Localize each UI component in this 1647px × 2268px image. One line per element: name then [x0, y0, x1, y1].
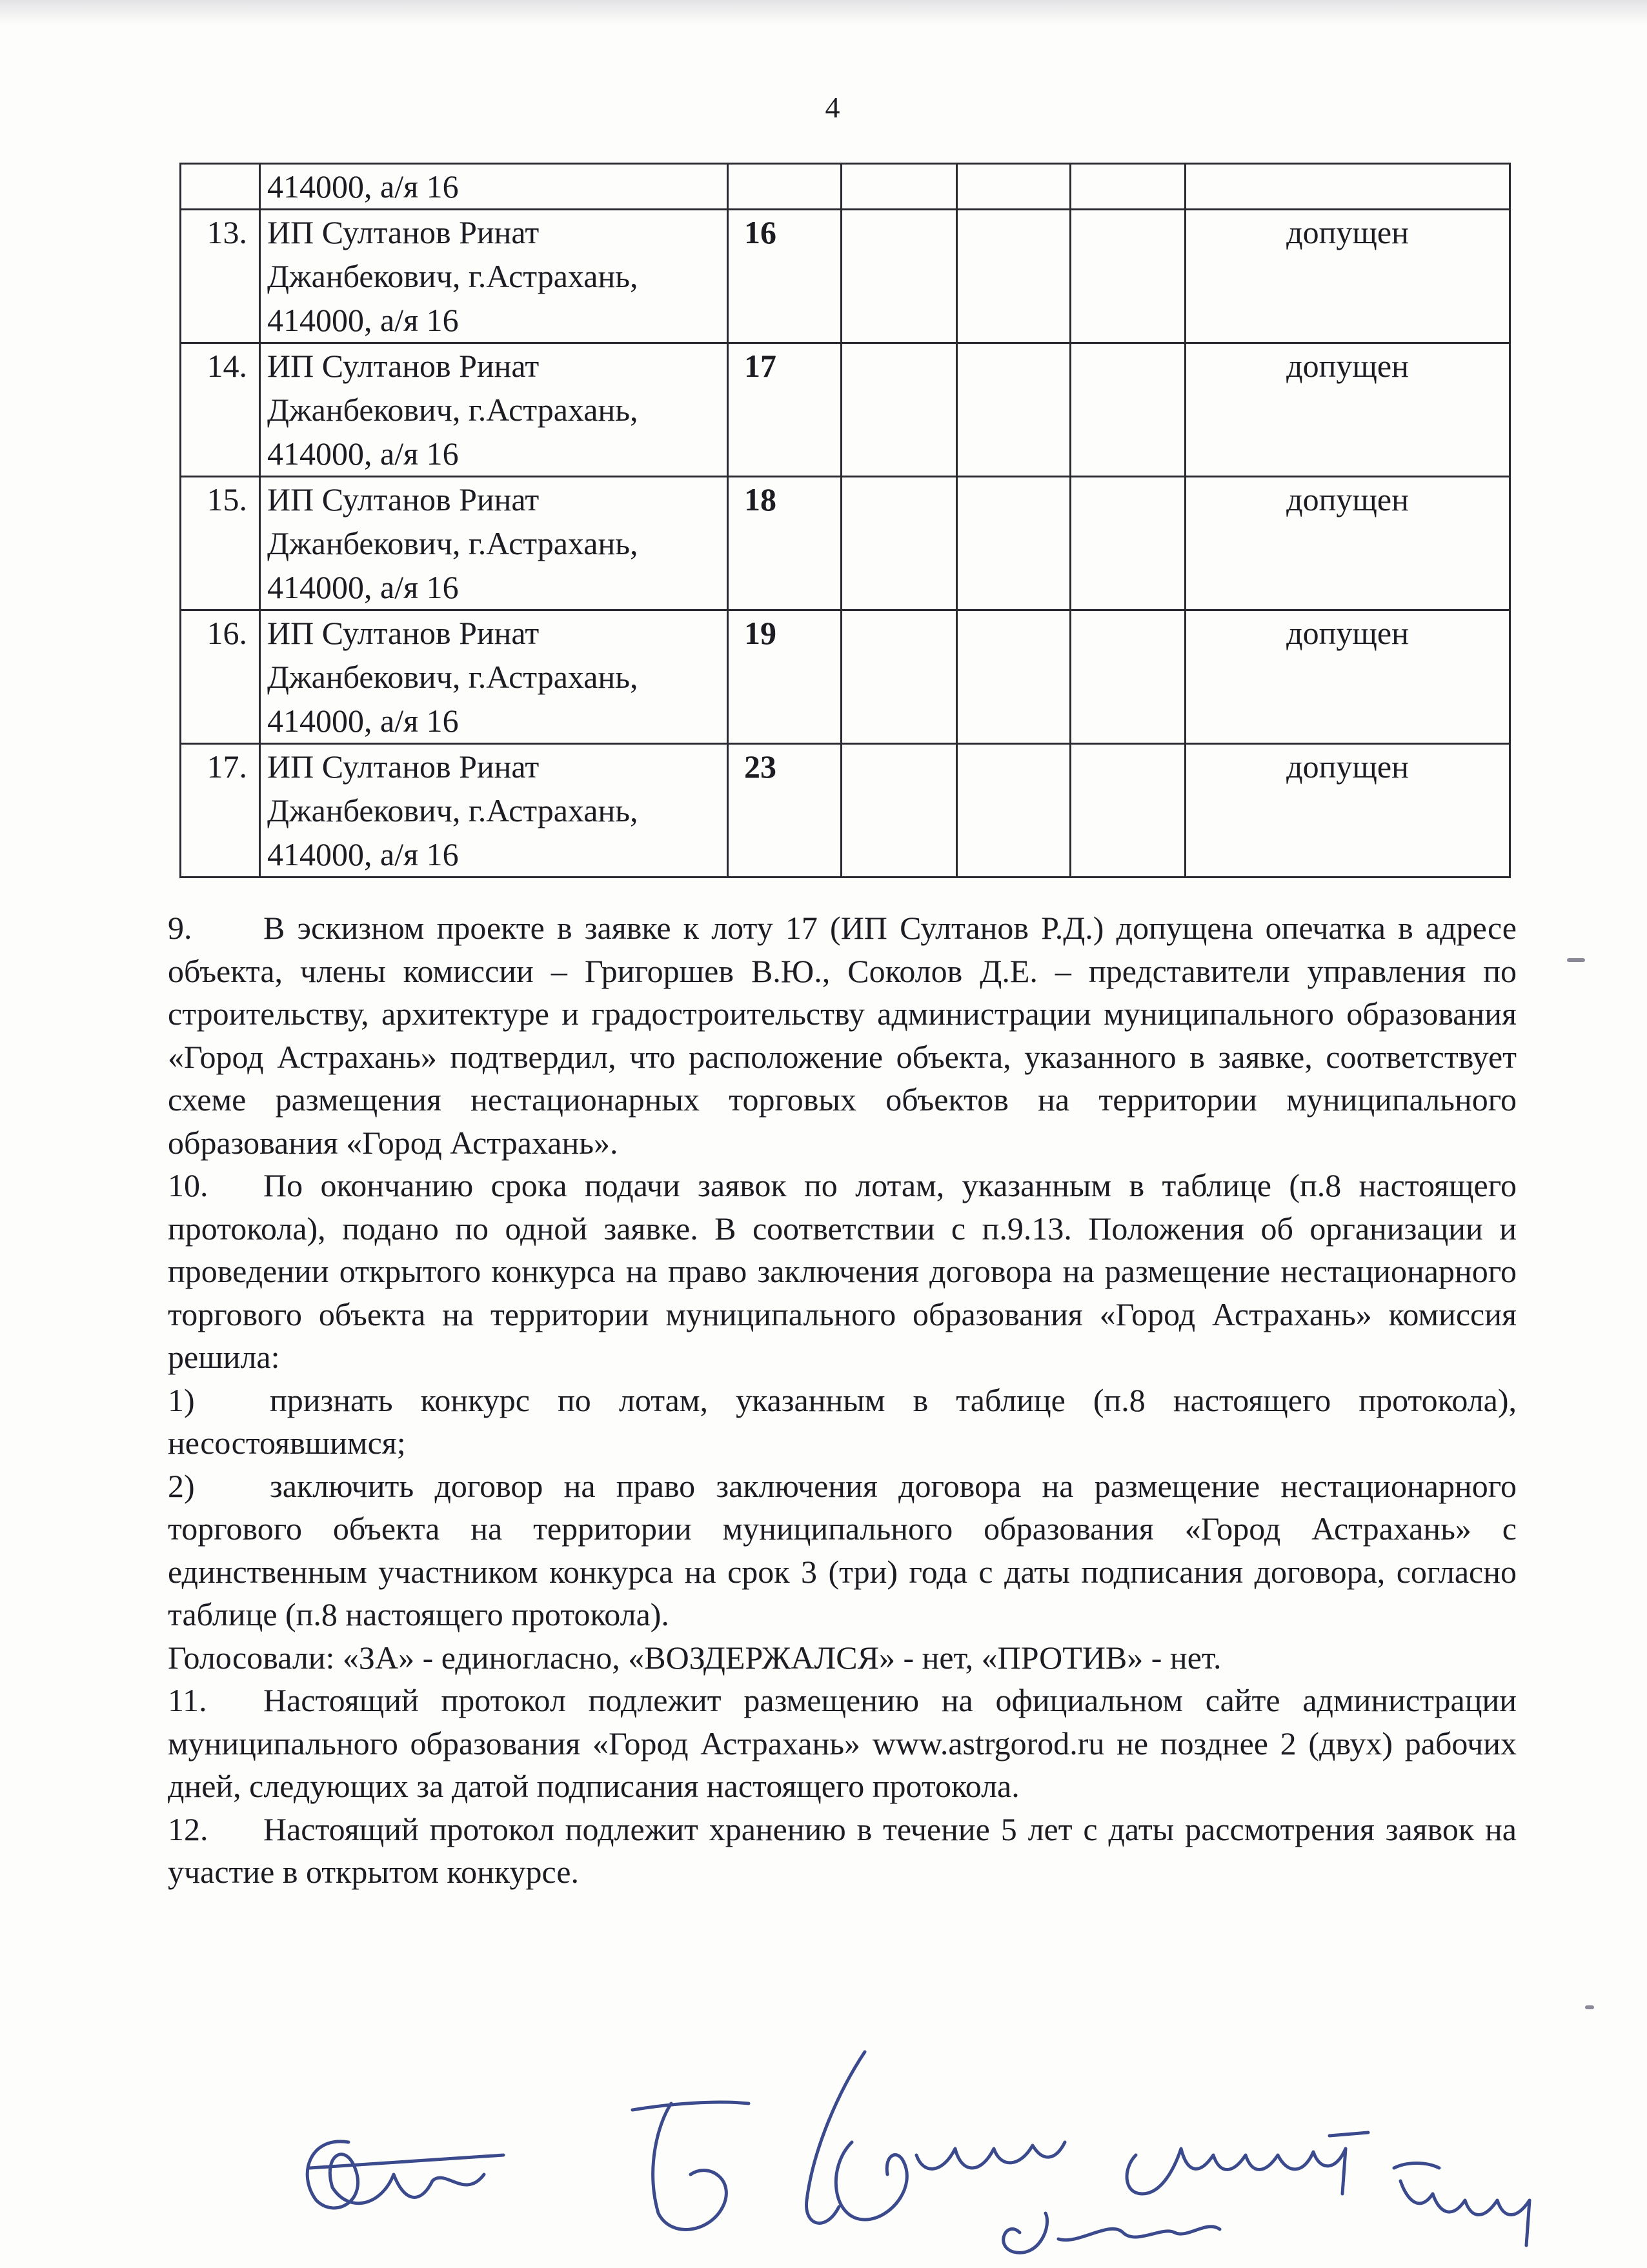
empty-cell: [957, 164, 1071, 210]
paragraph-10-text: По окончанию срока подачи заявок по лотам, указанным в таблице (п.8 настоящего протокола), подано по одной заявке. В соответствии с п.9.13. Положения об организации и проведении открытого конкурса на право заключения договора на размещение нестационарного торгового объекта на территории муниципального образования «Город Астрахань» комиссия решила:: [168, 1167, 1517, 1375]
decision-item-2-text: заключить договор на право заключения договора на размещение нестационарного торгового объекта на территории муниципального образования «Город Астрахань» с единственным участником конкурса на срок 3 (три) года с даты подписания договора, согласно таблице (п.8 настоящего протокола).: [168, 1467, 1517, 1632]
signature-5: [1004, 2213, 1220, 2253]
lot-number: 16: [728, 210, 842, 343]
paragraph-12-label: 12.: [168, 1811, 208, 1847]
applicant-line: 414000, а/я 16: [267, 836, 459, 872]
applicant-line: Джанбекович, г.Астрахань,: [267, 792, 638, 828]
empty-cell: [957, 343, 1071, 477]
empty-cell: [1071, 744, 1186, 878]
lot-number: [728, 164, 842, 210]
vote-result: Голосовали: «ЗА» - единогласно, «ВОЗДЕРЖАЛСЯ» - нет, «ПРОТИВ» - нет.: [168, 1639, 1222, 1676]
admission-status: допущен: [1186, 477, 1510, 610]
paragraph-12-text: Настоящий протокол подлежит хранению в течение 5 лет с даты рассмотрения заявок на участие в открытом конкурсе.: [168, 1811, 1517, 1890]
lots-table: [179, 163, 1511, 878]
paragraph-11-text: Настоящий протокол подлежит размещению на официальном сайте администрации муниципального образования «Город Астрахань» www.astrgorod.ru не позднее 2 (двух) рабочих дней, следующих за датой подписания настоящего протокола.: [168, 1682, 1517, 1804]
signature-3: [807, 2052, 1065, 2223]
empty-cell: [957, 610, 1071, 744]
empty-cell: [842, 210, 957, 343]
applicant-line: ИП Султанов Ринат: [267, 615, 540, 651]
paragraph-10: [168, 1164, 1517, 1379]
paragraph-10-label: 10.: [168, 1167, 208, 1203]
table-row: [181, 477, 1510, 610]
empty-cell: [957, 744, 1071, 878]
paragraph-9-label: 9.: [168, 910, 192, 946]
applicant-line: Джанбекович, г.Астрахань,: [267, 659, 638, 695]
applicant-line: 414000, а/я 16: [267, 569, 459, 605]
decision-item-2: [168, 1465, 1517, 1636]
applicant-line: ИП Султанов Ринат: [267, 214, 540, 250]
paragraph-12: [168, 1808, 1517, 1894]
applicant-line: ИП Султанов Ринат: [267, 348, 540, 384]
admission-status: допущен: [1186, 610, 1510, 744]
lot-number: 19: [728, 610, 842, 744]
paragraph-9-text: В эскизном проекте в заявке к лоту 17 (ИП Султанов Р.Д.) допущена опечатка в адресе объекта, члены комиссии – Григоршев В.Ю., Соколов Д.Е. – представители управления по строительству, архитектуре и градостроительству администрации муниципального образования «Город Астрахань» подтвердил, что расположение объекта, указанного в заявке, соответствует схеме размещения нестационарных торговых объектов на территории муниципального образования «Город Астрахань».: [168, 910, 1517, 1161]
applicant-line: ИП Султанов Ринат: [267, 748, 540, 785]
lot-number: 17: [728, 343, 842, 477]
applicant-line: 414000, а/я 16: [267, 302, 459, 338]
admission-status: допущен: [1186, 744, 1510, 878]
decision-item-1: [168, 1379, 1517, 1465]
applicant-line: 414000, а/я 16: [267, 436, 459, 472]
admission-status: [1186, 164, 1510, 210]
empty-cell: [1071, 210, 1186, 343]
empty-cell: [842, 343, 957, 477]
row-number: 14.: [181, 343, 260, 477]
applicant-cell: [260, 164, 728, 210]
empty-cell: [1071, 477, 1186, 610]
signature-1: [307, 2142, 503, 2208]
decision-item-1-text: признать конкурс по лотам, указанным в таблице (п.8 настоящего протокола), несостоявшимся;: [168, 1381, 1517, 1461]
applicant-line: ИП Султанов Ринат: [267, 481, 540, 517]
empty-cell: [842, 610, 957, 744]
empty-cell: [842, 164, 957, 210]
empty-cell: [1071, 164, 1186, 210]
table-row: [181, 610, 1510, 744]
decision-item-1-label: 1): [168, 1381, 195, 1418]
admission-status: допущен: [1186, 210, 1510, 343]
scan-mark: [1585, 2005, 1594, 2009]
signature-2: [632, 2102, 749, 2229]
admission-status: допущен: [1186, 343, 1510, 477]
row-number: 15.: [181, 477, 260, 610]
applicant-line: Джанбекович, г.Астрахань,: [267, 392, 638, 428]
paragraph-11-label: 11.: [168, 1682, 207, 1718]
page-number: 4: [825, 91, 840, 124]
scan-mark: [1567, 958, 1585, 962]
applicant-cell: [260, 210, 728, 343]
signatures-drawing: [271, 2007, 1613, 2265]
empty-cell: [842, 744, 957, 878]
decision-item-2-label: 2): [168, 1467, 195, 1504]
lot-number: 18: [728, 477, 842, 610]
applicant-cell: [260, 744, 728, 878]
applicant-line: 414000, а/я 16: [267, 168, 459, 205]
applicant-line: Джанбекович, г.Астрахань,: [267, 258, 638, 294]
row-number: 16.: [181, 610, 260, 744]
empty-cell: [1071, 610, 1186, 744]
empty-cell: [1071, 343, 1186, 477]
paragraph-11: [168, 1679, 1517, 1808]
applicant-line: 414000, а/я 16: [267, 703, 459, 739]
empty-cell: [957, 477, 1071, 610]
row-number: 13.: [181, 210, 260, 343]
paragraph-9: [168, 907, 1517, 1164]
applicant-cell: [260, 477, 728, 610]
empty-cell: [842, 477, 957, 610]
table-row: [181, 744, 1510, 878]
applicant-line: Джанбекович, г.Астрахань,: [267, 525, 638, 561]
signatures-block: [271, 2007, 1613, 2265]
applicant-cell: [260, 610, 728, 744]
table-row: [181, 210, 1510, 343]
table-row: [181, 164, 1510, 210]
protocol-body: [168, 907, 1517, 1894]
signature-6: [1394, 2163, 1530, 2246]
empty-cell: [957, 210, 1071, 343]
applicant-cell: [260, 343, 728, 477]
row-number: 17.: [181, 744, 260, 878]
lot-number: 23: [728, 744, 842, 878]
signature-4: [1127, 2133, 1368, 2194]
scan-top-shadow: [0, 0, 1647, 25]
row-number: [181, 164, 260, 210]
table-row: [181, 343, 1510, 477]
